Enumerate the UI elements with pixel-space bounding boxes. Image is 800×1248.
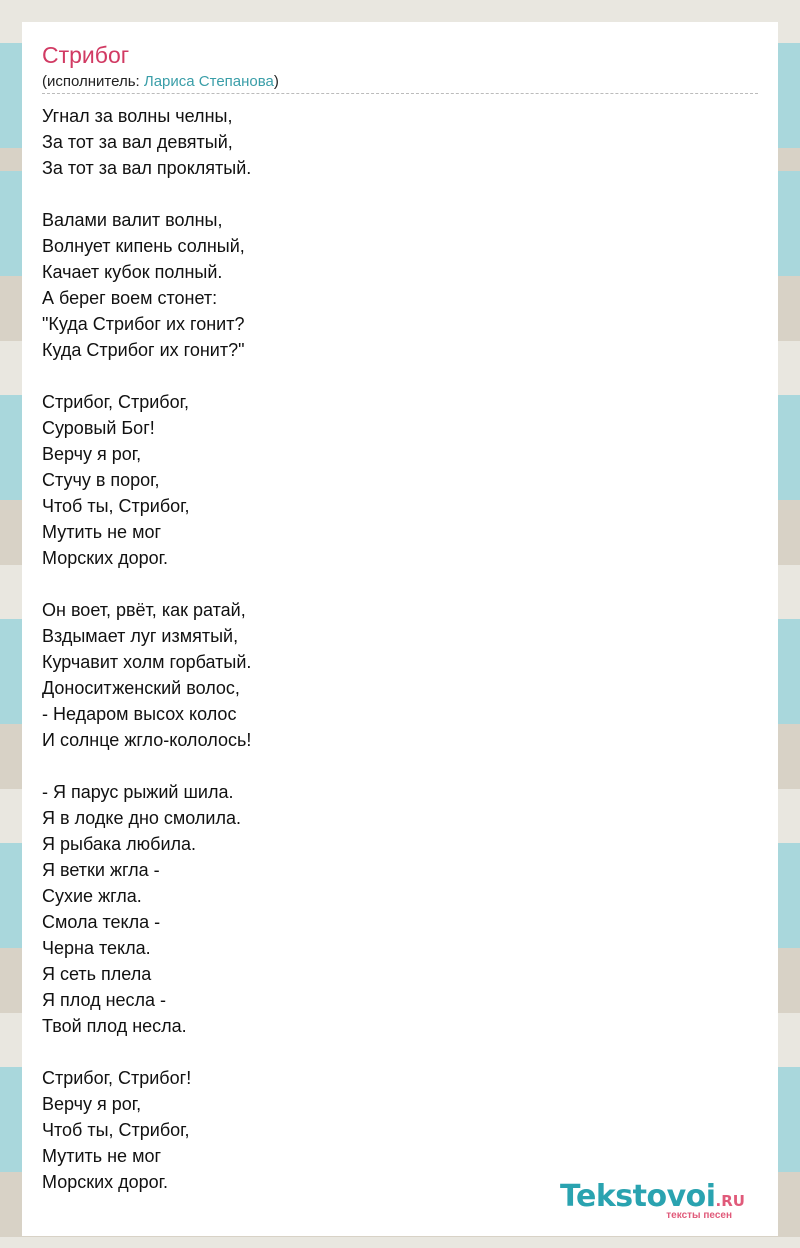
- performer-suffix: ): [273, 73, 279, 90]
- lyric-line: Черна текла.: [42, 938, 151, 958]
- lyric-line: Суровый Бог!: [42, 418, 155, 438]
- lyric-line: Доноситженский волос,: [42, 678, 240, 698]
- lyric-line: Стучу в порог,: [42, 470, 160, 490]
- stanza: [42, 389, 251, 571]
- lyric-line: - Я парус рыжий шила.: [42, 782, 234, 802]
- performer-line: [42, 73, 279, 90]
- lyric-line: За тот за вал проклятый.: [42, 158, 252, 178]
- lyric-line: Валами валит волны,: [42, 210, 223, 230]
- lyric-line: Чтоб ты, Стрибог,: [42, 1120, 190, 1140]
- lyric-line: Курчавит холм горбатый.: [42, 652, 252, 672]
- lyric-line: Я сеть плела: [42, 964, 152, 984]
- lyric-line: А берег воем стонет:: [42, 288, 218, 308]
- lyric-line: Смола текла -: [42, 912, 161, 932]
- stanza: [42, 103, 251, 181]
- lyric-line: - Недаром высох колос: [42, 704, 237, 724]
- logo-tld: .RU: [715, 1192, 745, 1210]
- lyric-line: За тот за вал девятый,: [42, 132, 233, 152]
- stanza: [42, 597, 251, 753]
- stanza: [42, 1065, 251, 1195]
- lyric-line: Я рыбака любила.: [42, 834, 197, 854]
- lyric-line: Сухие жгла.: [42, 886, 142, 906]
- lyric-line: И солнце жгло-кололось!: [42, 730, 252, 750]
- lyric-line: Я плод несла -: [42, 990, 167, 1010]
- artist-link[interactable]: Лариса Степанова: [143, 73, 274, 90]
- lyric-line: Твой плод несла.: [42, 1016, 187, 1036]
- lyric-line: Верчу я рог,: [42, 1094, 142, 1114]
- performer-prefix: (исполнитель:: [42, 73, 144, 90]
- lyric-line: Вздымает луг измятый,: [42, 626, 239, 646]
- lyric-line: Морских дорог.: [42, 548, 169, 568]
- song-title: Стрибог: [42, 42, 130, 68]
- lyric-line: Стрибог, Стрибог!: [42, 1068, 192, 1088]
- lyric-line: Стрибог, Стрибог,: [42, 392, 189, 412]
- lyric-line: "Куда Стрибог их гонит?: [42, 314, 245, 334]
- lyric-line: Куда Стрибог их гонит?": [42, 340, 245, 360]
- stanza: [42, 779, 251, 1039]
- lyric-line: Морских дорог.: [42, 1172, 169, 1192]
- lyric-line: Верчу я рог,: [42, 444, 142, 464]
- lyric-line: Качает кубок полный.: [42, 262, 223, 282]
- lyrics-card: [22, 22, 778, 1236]
- logo-name: Tekstovoi: [560, 1179, 716, 1214]
- lyric-line: Волнует кипень солный,: [42, 236, 245, 256]
- lyric-line: Мутить не мог: [42, 1146, 162, 1166]
- logo-tagline: тексты песен: [666, 1210, 732, 1221]
- stanza: [42, 207, 251, 363]
- lyric-line: Угнал за волны челны,: [42, 106, 233, 126]
- divider: [42, 93, 758, 94]
- lyric-line: Чтоб ты, Стрибог,: [42, 496, 190, 516]
- lyric-line: Я ветки жгла -: [42, 860, 160, 880]
- lyric-line: Я в лодке дно смолила.: [42, 808, 241, 828]
- lyrics-text: [42, 103, 251, 1221]
- lyric-line: Он воет, рвёт, как ратай,: [42, 600, 246, 620]
- lyric-line: Мутить не мог: [42, 522, 162, 542]
- site-logo[interactable]: [560, 1180, 770, 1224]
